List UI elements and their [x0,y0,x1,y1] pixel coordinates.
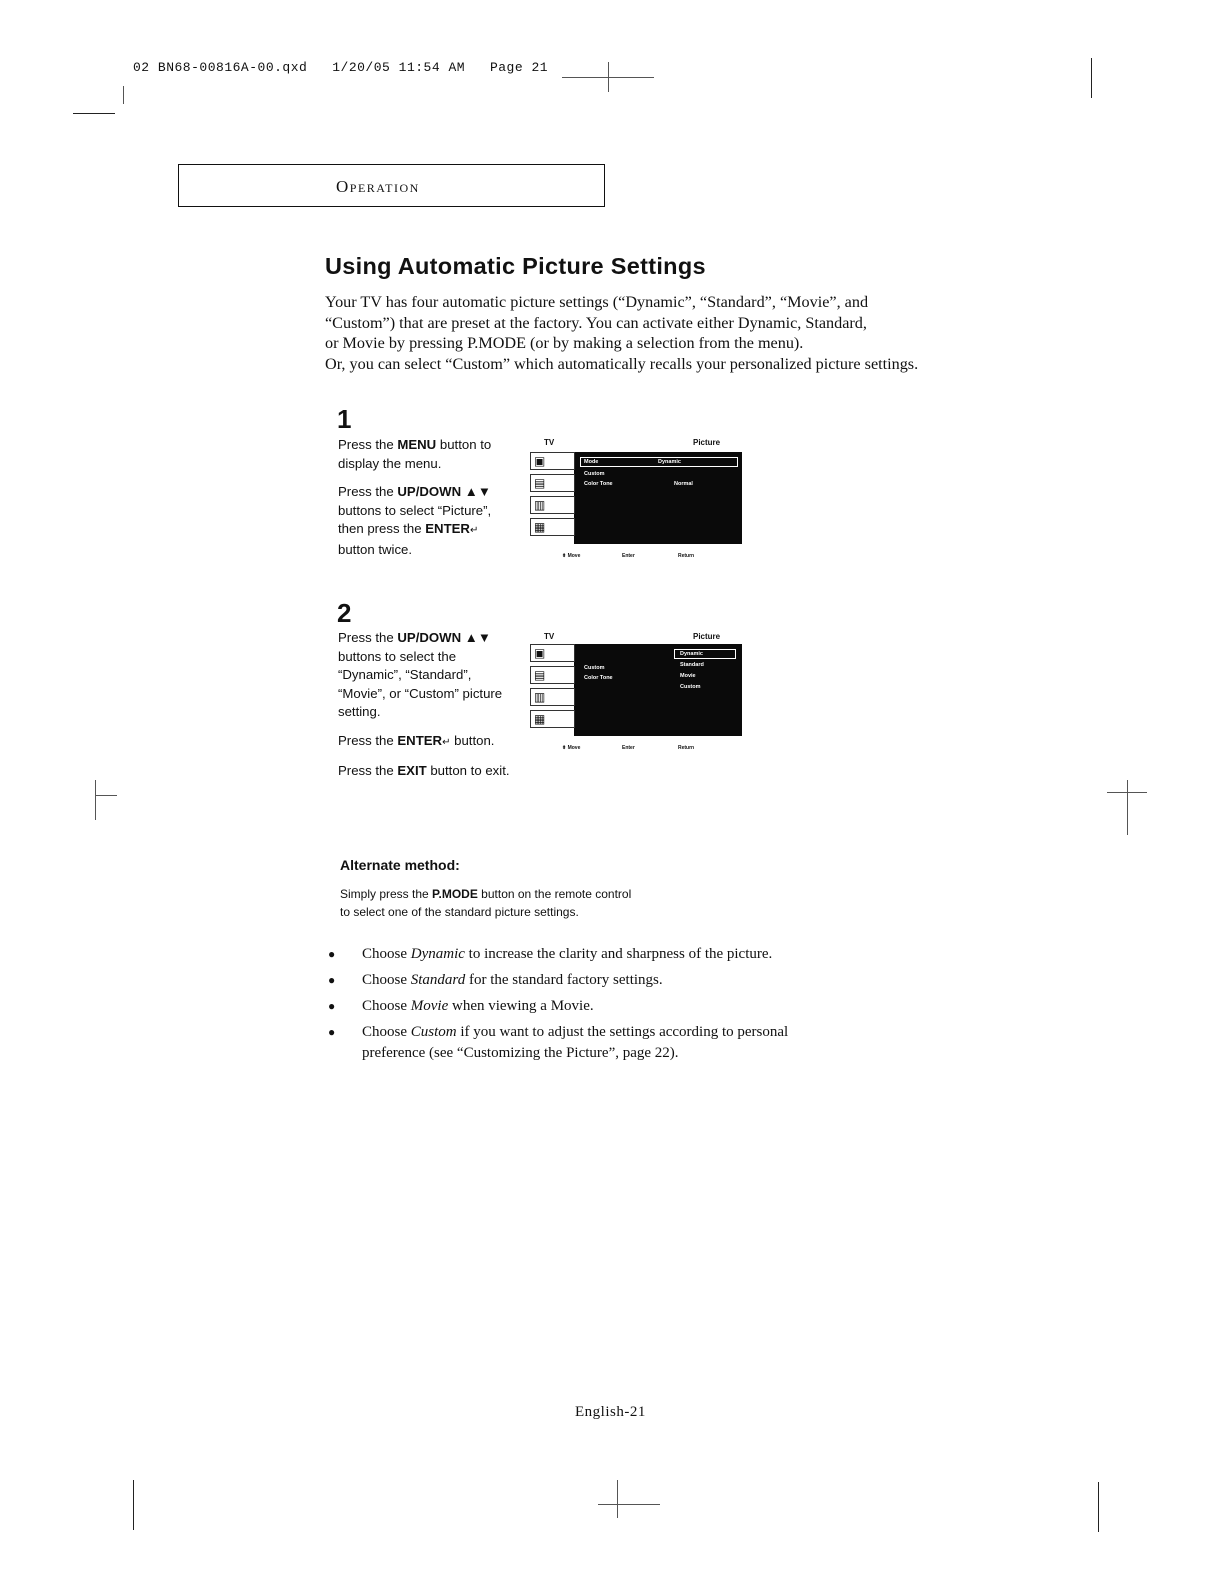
osd-row-value: Normal [674,481,693,487]
osd-row-label: Color Tone [584,481,613,487]
step-2-number: 2 [337,598,352,628]
osd-hint-return: Return [678,553,695,559]
mode-bullet-list [328,941,788,1064]
list-item: ● Choose Movie when viewing a Movie. [328,998,594,1014]
osd-option: Movie [680,673,696,679]
registration-mark [598,1504,660,1505]
intro-line: Your TV has four automatic picture settings (“Dynamic”, “Standard”, “Movie”, and [325,293,869,311]
osd-source-label: TV [544,438,555,447]
enter-icon: ↵ [442,736,451,748]
registration-mark [1127,780,1128,835]
osd-hint-enter: Enter [622,745,635,751]
osd-row-label: Mode [584,459,599,465]
step-2-osd-screenshot [526,630,744,756]
setup-icon: ▦ [530,518,575,536]
registration-mark [1107,792,1147,793]
list-item: ● Choose Dynamic to increase the clarity and sharpness of the picture. [328,946,773,962]
osd-hint-move: ⬍ Move [562,745,581,751]
list-item: ● Choose Standard for the standard factory settings. [328,972,663,988]
channel-icon: ▥ [530,688,575,706]
osd-row-value: Dynamic [658,459,681,465]
registration-mark [95,795,117,796]
enter-icon: ↵ [469,525,479,536]
osd-row-label: Custom [584,665,605,671]
alternate-method-heading: Alternate method: [340,857,460,873]
registration-mark [617,1480,618,1518]
file-header: 02 BN68-00816A-00.qxd 1/20/05 11:54 AM Page 21 [133,60,549,75]
step-2-instructions: Press the UP/DOWN ▲▼ buttons to select the “Dynamic”, “Standard”, “Movie”, or “Custom” picture setting. Press the ENTER↵ button. Press the EXIT button to exit. [338,630,510,778]
intro-line: Or, you can select “Custom” which automatically recalls your personalized picture settings. [325,354,919,373]
alternate-method-text: Simply press the P.MODE button on the remote control to select one of the standard picture settings. [340,887,632,919]
osd-source-label: TV [544,632,555,641]
crop-mark [73,113,115,114]
sound-icon: ▤ [530,474,575,492]
crop-mark [1091,58,1092,98]
step-1-osd-screenshot [526,438,744,564]
registration-mark [562,77,654,78]
crop-mark [1098,1482,1099,1532]
osd-hint-enter: Enter [622,553,635,559]
sound-icon: ▤ [530,666,575,684]
crop-mark [133,1480,134,1530]
osd-hint-return: Return [678,745,695,751]
page-title: Using Automatic Picture Settings [325,253,706,279]
osd-option: Dynamic [680,651,703,657]
step-1-number: 1 [337,404,352,434]
osd-menu-title: Picture [693,632,721,641]
osd-option: Custom [680,684,701,690]
registration-mark [95,780,96,820]
picture-icon: ▣ [530,452,575,470]
osd-row-label: Color Tone [584,675,613,681]
osd-hint-move: ⬍ Move [562,553,581,559]
osd-row-label: Custom [584,471,605,477]
channel-icon: ▥ [530,496,575,514]
section-label: Operation [336,177,420,196]
setup-icon: ▦ [530,710,575,728]
page-number: English-21 [575,1404,646,1420]
osd-menu-title: Picture [693,438,721,447]
intro-line: “Custom”) that are preset at the factory. You can activate either Dynamic, Standard, [325,313,867,332]
crop-mark [123,86,124,104]
step-1-instructions: Press the MENU button to display the menu. Press the UP/DOWN ▲▼ buttons to select “Picture”, then press the ENTER↵ button twice. [338,437,492,557]
intro-line: or Movie by pressing P.MODE (or by making a selection from the menu). [325,334,804,352]
picture-icon: ▣ [530,644,575,662]
list-item: ● Choose Custom if you want to adjust the settings according to personal preference (see “Customizing the Picture”, page 22). [328,1024,789,1061]
intro-paragraph [325,292,1045,374]
osd-option: Standard [680,662,704,668]
